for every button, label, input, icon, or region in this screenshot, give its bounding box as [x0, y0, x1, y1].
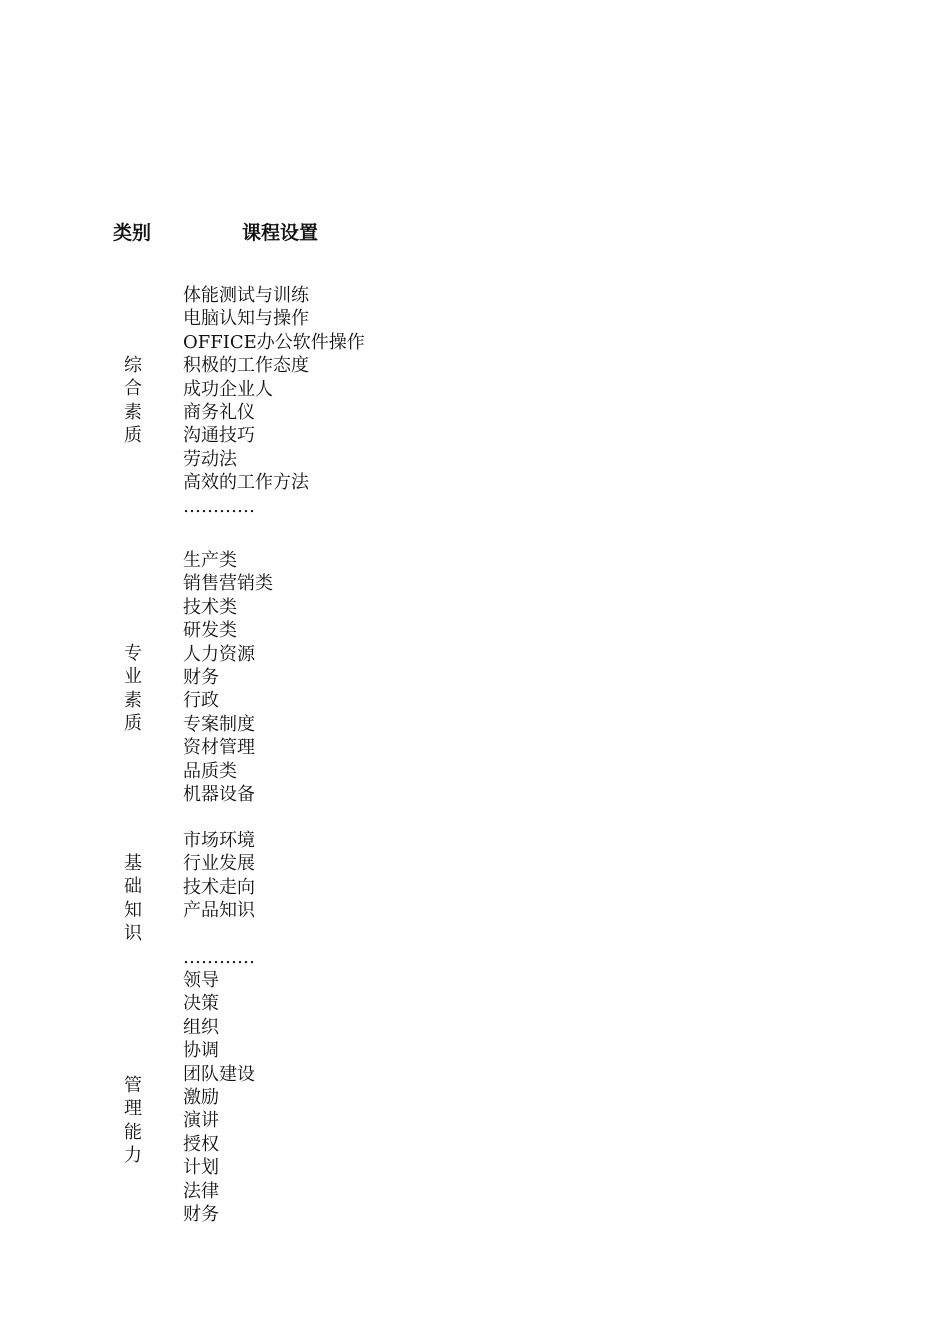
category-char: 知 — [124, 899, 142, 921]
category-char: 能 — [124, 1121, 142, 1143]
course-item: 体能测试与训练 — [183, 285, 309, 306]
course-item-blank — [183, 923, 255, 946]
course-item: 产品知识 — [183, 900, 255, 922]
course-item-ellipsis: ………… — [183, 495, 255, 517]
course-list-fundamentals — [183, 829, 255, 969]
course-item: 生产类 — [183, 550, 237, 571]
category-char: 素 — [124, 401, 142, 423]
category-char: 质 — [124, 713, 142, 735]
course-item: 人力资源 — [183, 643, 255, 665]
category-char: 业 — [124, 666, 142, 688]
course-list-professional — [183, 549, 273, 806]
course-item: 机器设备 — [183, 783, 255, 805]
course-item: 销售营销类 — [183, 573, 273, 595]
course-list-comprehensive — [183, 284, 365, 518]
course-item: 高效的工作方法 — [183, 472, 309, 494]
header-category: 类别 — [113, 222, 152, 244]
course-item: 财务 — [183, 666, 219, 688]
course-item: 技术走向 — [183, 876, 255, 898]
category-char: 专 — [124, 643, 142, 664]
course-item: 行政 — [183, 690, 219, 712]
category-char: 力 — [124, 1145, 142, 1167]
course-item: 品质类 — [183, 760, 237, 782]
category-label-comprehensive — [124, 354, 144, 448]
category-char: 理 — [124, 1098, 142, 1120]
category-char: 素 — [124, 689, 142, 711]
course-item: 组织 — [183, 1016, 219, 1038]
course-item: 商务礼仪 — [183, 401, 255, 423]
course-item: 沟通技巧 — [183, 425, 255, 447]
course-item: 激励 — [183, 1086, 219, 1108]
category-char: 合 — [124, 378, 142, 400]
course-item: 团队建设 — [183, 1063, 255, 1085]
course-item: 资材管理 — [183, 737, 255, 759]
course-item: 积极的工作态度 — [183, 355, 309, 377]
course-item: 计划 — [183, 1157, 219, 1179]
course-item: 演讲 — [183, 1110, 219, 1132]
category-char: 管 — [124, 1075, 142, 1096]
course-item: 财务 — [183, 1203, 219, 1225]
course-item-ellipsis: ………… — [183, 946, 255, 968]
course-list-management — [183, 969, 255, 1226]
course-item: 研发类 — [183, 620, 237, 642]
course-item: 法律 — [183, 1180, 219, 1202]
course-item: 决策 — [183, 993, 219, 1015]
category-char: 识 — [124, 923, 142, 945]
course-item: 领导 — [183, 970, 219, 991]
category-char: 质 — [124, 425, 142, 447]
course-item: 市场环境 — [183, 830, 255, 851]
category-label-professional — [124, 642, 144, 736]
category-label-management — [124, 1074, 144, 1168]
course-item: 授权 — [183, 1133, 219, 1155]
category-label-fundamentals — [124, 852, 144, 946]
course-item: 成功企业人 — [183, 378, 273, 400]
category-char: 础 — [124, 876, 142, 898]
course-item: 电脑认知与操作 — [183, 308, 309, 330]
course-item: 专案制度 — [183, 713, 255, 735]
course-item: 行业发展 — [183, 853, 255, 875]
course-item: 协调 — [183, 1040, 219, 1062]
header-courses: 课程设置 — [242, 222, 319, 244]
category-char: 基 — [124, 853, 142, 874]
course-item: OFFICE办公软件操作 — [183, 331, 365, 353]
course-item: 技术类 — [183, 596, 237, 618]
category-char: 综 — [124, 355, 142, 376]
course-item: 劳动法 — [183, 448, 237, 470]
